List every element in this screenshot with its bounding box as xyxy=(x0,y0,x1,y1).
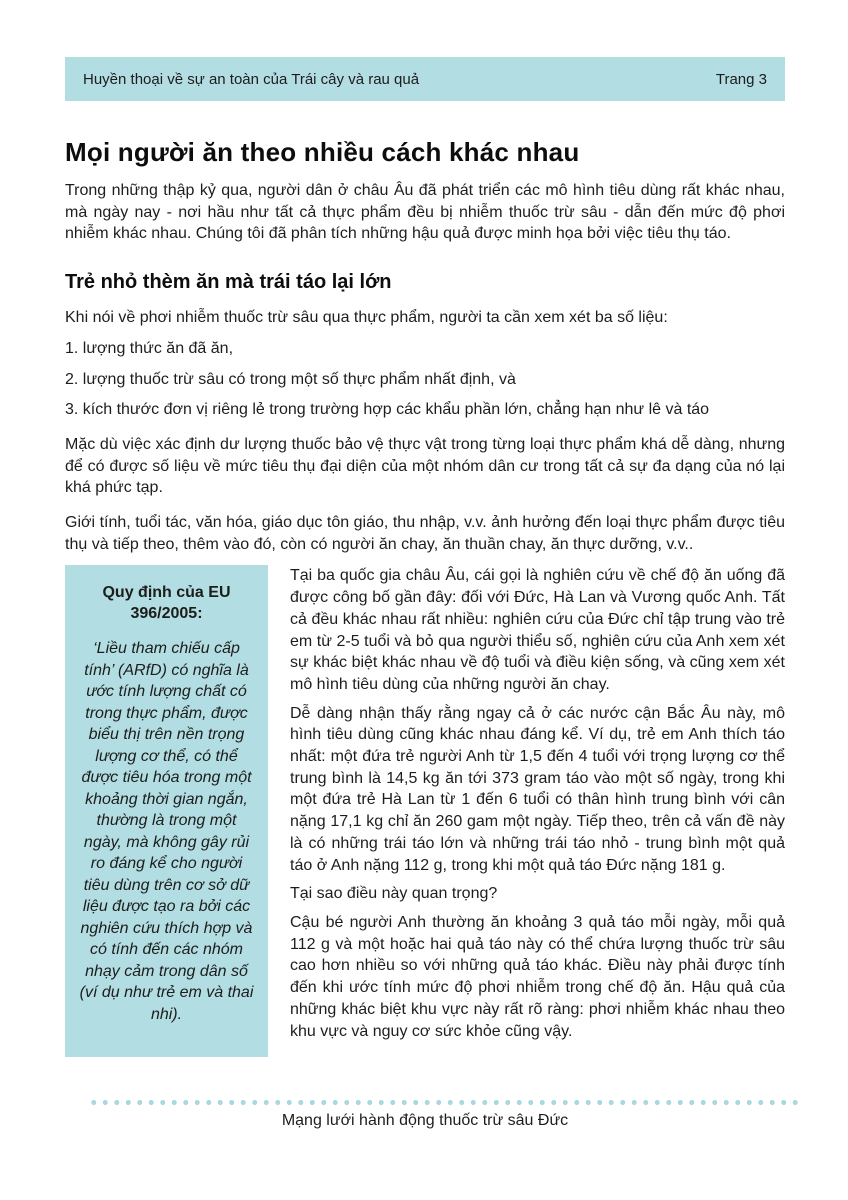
section-paragraph-2: Giới tính, tuổi tác, văn hóa, giáo dục tôn giáo, thu nhập, v.v. ảnh hưởng đến loại thực phẩm được tiêu thụ và tiếp theo, thêm vào đó, còn có người ăn chay, ăn thuần chay, ăn thực dưỡng, v.v.. xyxy=(65,514,785,553)
list-item-2: 2. lượng thuốc trừ sâu có trong một số thực phẩm nhất định, và xyxy=(65,370,516,388)
column-paragraph-2: Dễ dàng nhận thấy rằng ngay cả ở các nước cận Bắc Âu này, mô hình tiêu dùng cũng khác nhau đáng kể. Ví dụ, trẻ em Anh thích táo nhất: một đứa trẻ người Anh từ 1,5 đến 4 tuổi với trọng lượng cơ thể trung bình là 14,5 kg ăn tới 373 gram táo vào một số ngày, trong khi một đứa trẻ Hà Lan từ 1 đến 6 tuổi có thân hình trung bình với cân nặng 17,1 kg chỉ ăn 260 gam một ngày. Tiếp theo, trên cả vấn đề này là có những trái táo lớn và những trái táo nhỏ - trung bình một quả táo ở Anh nặng 112 g, trong khi một quả táo Đức nặng 181 g. xyxy=(290,704,785,874)
main-heading: Mọi người ăn theo nhiều cách khác nhau xyxy=(65,137,580,167)
header-title: Huyền thoại về sự an toàn của Trái cây và rau quả xyxy=(83,70,420,88)
section-paragraph-1: Mặc dù việc xác định dư lượng thuốc bảo vệ thực vật trong từng loại thực phẩm khá dễ dàng, nhưng để có được số liệu về mức tiêu thụ đại diện của một nhóm dân cư trong tất cả sự đa dạng của nó lại khá phức tạp. xyxy=(65,435,785,497)
list-item-3: 3. kích thước đơn vị riêng lẻ trong trường hợp các khẩu phần lớn, chẳng hạn như lê và táo xyxy=(65,401,710,419)
column-question: Tại sao điều này quan trọng? xyxy=(290,885,498,903)
page-header-band xyxy=(65,57,785,101)
column-paragraph-1: Tại ba quốc gia châu Âu, cái gọi là nghiên cứu về chế độ ăn uống đã được công bố gần đây: đối với Đức, Hà Lan và Vương quốc Anh. Tất cả đều khác nhau rất nhiều: nghiên cứu của Đức chỉ tập trung vào trẻ em từ 2-5 tuổi và bỏ qua người thiểu số, nghiên cứu của Anh xem xét sự khác biệt khác nhau về độ tuổi và điều kiện sống, và cũng xem xét mô hình tiêu dùng của những người ăn chay. xyxy=(290,567,785,693)
eu-regulation-callout xyxy=(65,565,268,1057)
column-paragraph-3: Cậu bé người Anh thường ăn khoảng 3 quả táo mỗi ngày, mỗi quả 112 g và một hoặc hai quả táo này có thể chứa lượng thuốc trừ sâu cao hơn nhiều so với những quả táo khác. Điều này phải được tính đến khi ước tính mức độ phơi nhiễm trong chế độ ăn. Hậu quả của những khác biệt khu vực này rất rõ ràng: phơi nhiễm khác nhau theo khu vực và nguy cơ sức khỏe cũng vậy. xyxy=(290,913,785,1040)
header-page-number: Trang 3 xyxy=(715,70,767,88)
list-item-1: 1. lượng thức ăn đã ăn, xyxy=(65,339,234,357)
main-text-column xyxy=(290,565,785,1042)
intro-paragraph: Trong những thập kỷ qua, người dân ở châu Âu đã phát triển các mô hình tiêu dùng rất khác nhau, mà ngày nay - nơi hầu như tất cả thực phẩm đều bị nhiễm thuốc trừ sâu - dẫn đến mức độ phơi nhiễm khác nhau. Chúng tôi đã phân tích những hậu quả được minh họa bởi việc tiêu thụ táo. xyxy=(65,182,785,243)
footer-text: Mạng lưới hành động thuốc trừ sâu Đức xyxy=(281,1112,569,1129)
page-content xyxy=(65,0,785,1057)
section-heading: Trẻ nhỏ thèm ăn mà trái táo lại lớn xyxy=(65,271,392,294)
callout-body: ‘Liều tham chiếu cấp tính’ (ARfD) có nghĩa là ước tính lượng chất có trong thực phẩm, được biểu thị trên nền trọng lượng cơ thể, có thể được tiêu hóa trong một khoảng thời gian ngắn, thường là trong một ngày, mà không gây rủi ro đáng kể cho người tiêu dùng trên cơ sở dữ liệu được tạo ra bởi các nghiên cứu thích hợp và có tính đến các nhóm nhạy cảm trong dân số (ví dụ như trẻ em và thai nhi). xyxy=(79,640,254,1023)
callout-title: Quy định của EU 396/2005: xyxy=(102,584,231,623)
section-lead: Khi nói về phơi nhiễm thuốc trừ sâu qua thực phẩm, người ta cần xem xét ba số liệu: xyxy=(65,309,668,327)
two-column-section xyxy=(65,565,785,1057)
dotted-divider xyxy=(88,1100,802,1105)
